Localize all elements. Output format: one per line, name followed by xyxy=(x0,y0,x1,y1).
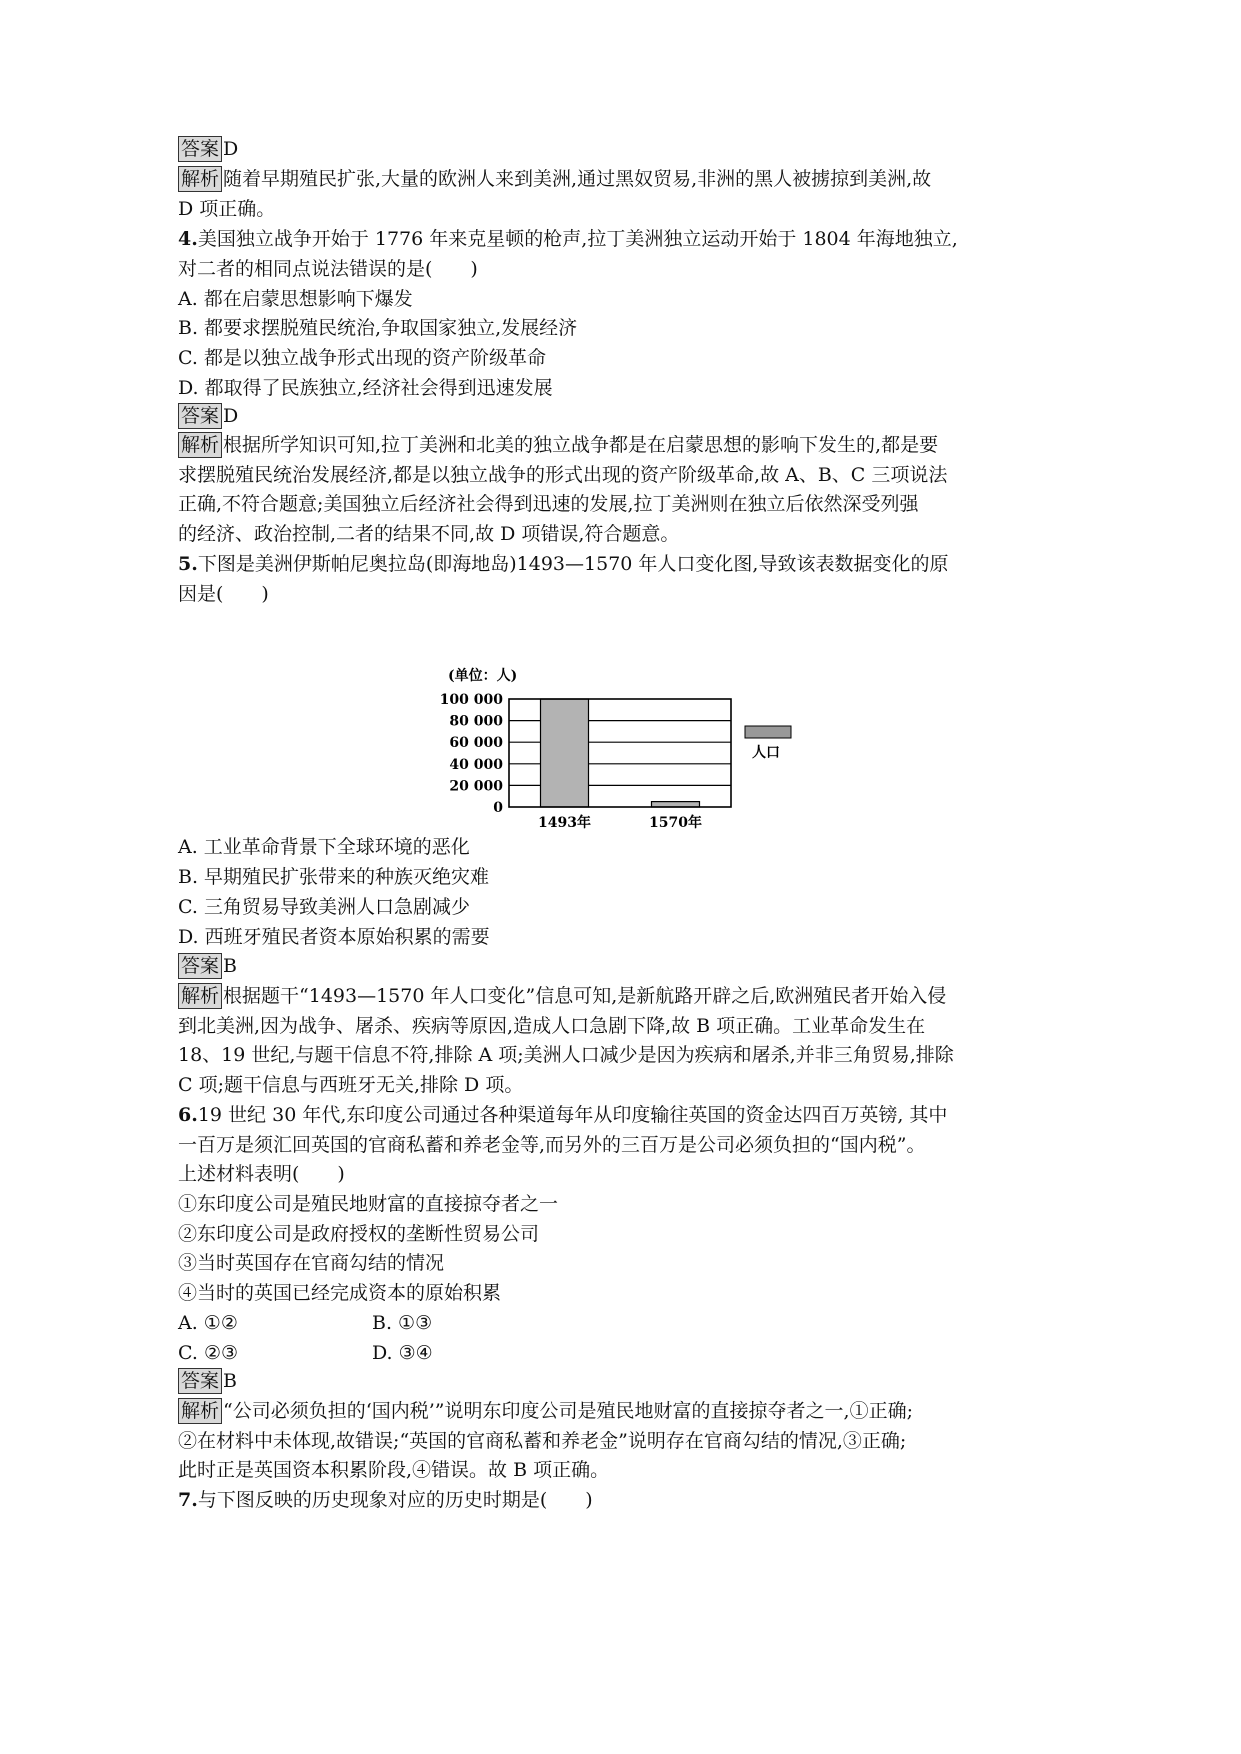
q4-stem-line-2: 对二者的相同点说法错误的是( ) xyxy=(178,258,478,280)
x-tick-label: 1493年 xyxy=(538,815,591,831)
q6-statement-3: ③当时英国存在官商勾结的情况 xyxy=(178,1252,445,1274)
chart-unit-label: (单位：人) xyxy=(448,668,518,684)
q3-answer-line xyxy=(178,136,238,162)
bar-1570年 xyxy=(652,802,700,807)
q4-stem-text-1: 美国独立战争开始于 1776 年来克星顿的枪声,拉丁美洲独立运动开始于 1804 年海地独立, xyxy=(197,228,958,250)
q5-option-c: C. 三角贸易导致美洲人口急剧减少 xyxy=(178,896,470,918)
q4-answer: D xyxy=(223,405,239,427)
answer-tag: 答案 xyxy=(178,403,222,429)
y-tick-label: 40 000 xyxy=(449,756,503,773)
q4-option-b: B. 都要求摆脱殖民统治,争取国家独立,发展经济 xyxy=(178,317,578,339)
population-bar-chart xyxy=(440,660,800,835)
q6-statement-4: ④当时的英国已经完成资本的原始积累 xyxy=(178,1282,502,1304)
q6-option-c: C. ②③ xyxy=(178,1342,239,1364)
y-tick-label: 20 000 xyxy=(449,778,503,795)
q6-stem-text-1: 19 世纪 30 年代,东印度公司通过各种渠道每年从印度输往英国的资金达四百万英镑, 其中 xyxy=(197,1104,948,1126)
q7-stem-line-1 xyxy=(178,1487,593,1513)
y-tick-label: 80 000 xyxy=(449,713,503,730)
q5-answer: B xyxy=(223,955,237,977)
chart-y-ticks xyxy=(440,692,503,816)
analysis-tag: 解析 xyxy=(178,166,222,192)
q4-analysis-line-2: 求摆脱殖民统治发展经济,都是以独立战争的形式出现的资产阶级革命,故 A、B、C 三项说法 xyxy=(178,464,948,486)
q5-option-a: A. 工业革命背景下全球环境的恶化 xyxy=(178,836,470,858)
legend-swatch xyxy=(745,726,791,738)
q5-analysis-line-3: 18、19 世纪,与题干信息不符,排除 A 项;美洲人口减少是因为疾病和屠杀,并非三角贸易,排除 xyxy=(178,1044,954,1066)
q4-number: 4. xyxy=(178,228,198,250)
q5-stem-text-1: 下图是美洲伊斯帕尼奥拉岛(即海地岛)1493—1570 年人口变化图,导致该表数据变化的原 xyxy=(197,553,949,575)
q6-option-d: D. ③④ xyxy=(372,1342,433,1364)
x-tick-label: 1570年 xyxy=(649,815,702,831)
q6-analysis-line-3: 此时正是英国资本积累阶段,④错误。故 B 项正确。 xyxy=(178,1459,610,1481)
q6-stem-line-1 xyxy=(178,1102,947,1128)
q4-analysis-line-1 xyxy=(178,432,938,458)
q7-stem-text-1: 与下图反映的历史现象对应的历史时期是( ) xyxy=(197,1489,593,1511)
y-tick-label: 60 000 xyxy=(449,735,503,752)
q5-number: 5. xyxy=(178,553,198,575)
q6-options-row-1 xyxy=(178,1310,778,1336)
q4-analysis-line-4: 的经济、政治控制,二者的结果不同,故 D 项错误,符合题意。 xyxy=(178,523,680,545)
q3-analysis-line-2: D 项正确。 xyxy=(178,198,276,220)
q5-option-b: B. 早期殖民扩张带来的种族灭绝灾难 xyxy=(178,866,490,888)
q5-analysis-line-1 xyxy=(178,983,946,1009)
y-tick-label: 100 000 xyxy=(440,692,503,708)
answer-tag: 答案 xyxy=(178,136,222,162)
q6-stem-line-2: 一百万是须汇回英国的官商私蓄和养老金等,而另外的三百万是公司必须负担的“国内税”。 xyxy=(178,1134,926,1156)
y-tick-label: 0 xyxy=(493,800,503,816)
q6-answer-line xyxy=(178,1368,237,1394)
q6-statement-1: ①东印度公司是殖民地财富的直接掠夺者之一 xyxy=(178,1193,559,1215)
q3-answer: D xyxy=(223,138,239,160)
q4-analysis-line-3: 正确,不符合题意;美国独立后经济社会得到迅速的发展,拉丁美洲则在独立后依然深受列强 xyxy=(178,493,919,515)
chart-bars xyxy=(541,699,700,807)
q4-option-a: A. 都在启蒙思想影响下爆发 xyxy=(178,288,413,310)
q6-answer: B xyxy=(223,1370,237,1392)
analysis-tag: 解析 xyxy=(178,983,222,1009)
q7-number: 7. xyxy=(178,1489,198,1511)
answer-tag: 答案 xyxy=(178,1368,222,1394)
q6-number: 6. xyxy=(178,1104,198,1126)
analysis-tag: 解析 xyxy=(178,432,222,458)
q5-stem-line-2: 因是( ) xyxy=(178,583,269,605)
q5-option-d: D. 西班牙殖民者资本原始积累的需要 xyxy=(178,926,490,948)
q3-analysis-line-1 xyxy=(178,166,931,192)
q6-option-a: A. ①② xyxy=(178,1312,238,1334)
q4-option-c: C. 都是以独立战争形式出现的资产阶级革命 xyxy=(178,347,546,369)
q4-answer-line xyxy=(178,403,238,429)
q5-stem-line-1 xyxy=(178,551,948,577)
legend-label: 人口 xyxy=(752,745,780,761)
q5-answer-line xyxy=(178,953,237,979)
q6-analysis-line-1 xyxy=(178,1398,913,1424)
q6-stem-line-3: 上述材料表明( ) xyxy=(178,1163,345,1185)
answer-tag: 答案 xyxy=(178,953,222,979)
q6-option-b: B. ①③ xyxy=(372,1312,433,1334)
q5-analysis-line-4: C 项;题干信息与西班牙无关,排除 D 项。 xyxy=(178,1074,524,1096)
q4-stem-line-1 xyxy=(178,226,958,252)
q6-analysis-text-1: “公司必须负担的‘国内税’”说明东印度公司是殖民地财富的直接掠夺者之一,①正确; xyxy=(223,1400,913,1422)
analysis-tag: 解析 xyxy=(178,1398,222,1424)
q6-analysis-line-2: ②在材料中未体现,故错误;“英国的官商私蓄和养老金”说明存在官商勾结的情况,③正确; xyxy=(178,1430,907,1452)
bar-1493年 xyxy=(541,699,589,807)
q6-statement-2: ②东印度公司是政府授权的垄断性贸易公司 xyxy=(178,1223,540,1245)
q5-analysis-text-1: 根据题干“1493—1570 年人口变化”信息可知,是新航路开辟之后,欧洲殖民者开始入侵 xyxy=(223,985,947,1007)
q4-option-d: D. 都取得了民族独立,经济社会得到迅速发展 xyxy=(178,377,553,399)
chart-x-labels xyxy=(538,814,702,831)
q6-options-row-2 xyxy=(178,1340,778,1366)
q4-analysis-text-1: 根据所学知识可知,拉丁美洲和北美的独立战争都是在启蒙思想的影响下发生的,都是要 xyxy=(223,434,939,456)
q5-analysis-line-2: 到北美洲,因为战争、屠杀、疾病等原因,造成人口急剧下降,故 B 项正确。工业革命发生在 xyxy=(178,1015,926,1037)
q3-analysis-text-1: 随着早期殖民扩张,大量的欧洲人来到美洲,通过黑奴贸易,非洲的黑人被掳掠到美洲,故 xyxy=(223,168,932,190)
